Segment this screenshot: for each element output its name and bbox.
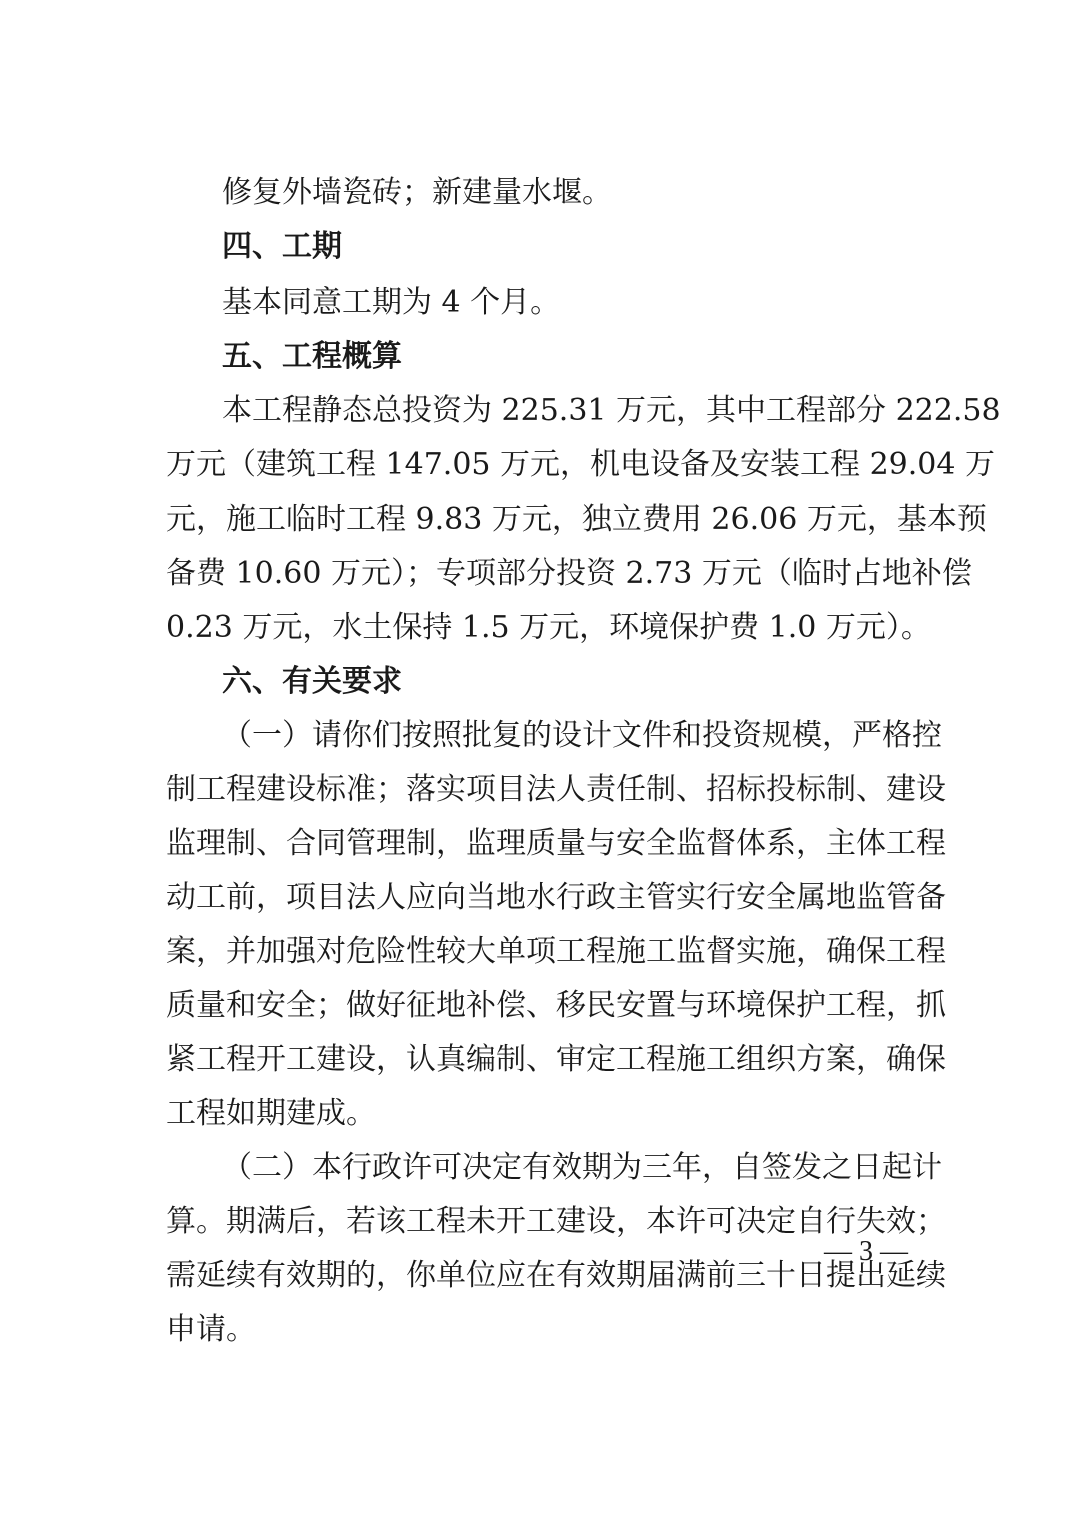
paragraph-line: 万元（建筑工程 147.05 万元，机电设备及安装工程 29.04 万 (166, 447, 995, 482)
paragraph-line: 修复外墙瓷砖；新建量水堰。 (222, 175, 612, 210)
paragraph-line: 基本同意工期为 4 个月。 (222, 285, 561, 320)
paragraph-line: 0.23 万元，水土保持 1.5 万元，环境保护费 1.0 万元）。 (166, 610, 931, 645)
paragraph-line: 申请。 (166, 1312, 256, 1347)
paragraph-line: 备费 10.60 万元）；专项部分投资 2.73 万元（临时占地补偿 (166, 556, 972, 591)
paragraph-line: 紧工程开工建设，认真编制、审定工程施工组织方案，确保 (166, 1042, 946, 1077)
paragraph-line: 质量和安全；做好征地补偿、移民安置与环境保护工程，抓 (166, 988, 946, 1023)
paragraph-line: 本工程静态总投资为 225.31 万元，其中工程部分 222.58 (222, 393, 1001, 428)
page-number: — 3 — (824, 1236, 908, 1267)
paragraph-line: （一）请你们按照批复的设计文件和投资规模，严格控 (222, 718, 942, 753)
paragraph-line: 制工程建设标准；落实项目法人责任制、招标投标制、建设 (166, 772, 946, 807)
paragraph-line: 算。期满后，若该工程未开工建设，本许可决定自行失效； (166, 1204, 946, 1239)
paragraph-line: （二）本行政许可决定有效期为三年，自签发之日起计 (222, 1150, 942, 1185)
paragraph-line: 需延续有效期的，你单位应在有效期届满前三十日提出延续 (166, 1258, 946, 1293)
section-heading-budget: 五、工程概算 (222, 339, 402, 374)
paragraph-line: 监理制、合同管理制，监理质量与安全监督体系，主体工程 (166, 826, 946, 861)
paragraph-line: 案，并加强对危险性较大单项工程施工监督实施，确保工程 (166, 934, 946, 969)
paragraph-line: 动工前，项目法人应向当地水行政主管实行安全属地监管备 (166, 880, 946, 915)
section-heading-schedule: 四、工期 (222, 229, 342, 264)
paragraph-line: 工程如期建成。 (166, 1096, 376, 1131)
paragraph-line: 元，施工临时工程 9.83 万元，独立费用 26.06 万元，基本预 (166, 502, 987, 537)
section-heading-requirements: 六、有关要求 (222, 664, 402, 699)
